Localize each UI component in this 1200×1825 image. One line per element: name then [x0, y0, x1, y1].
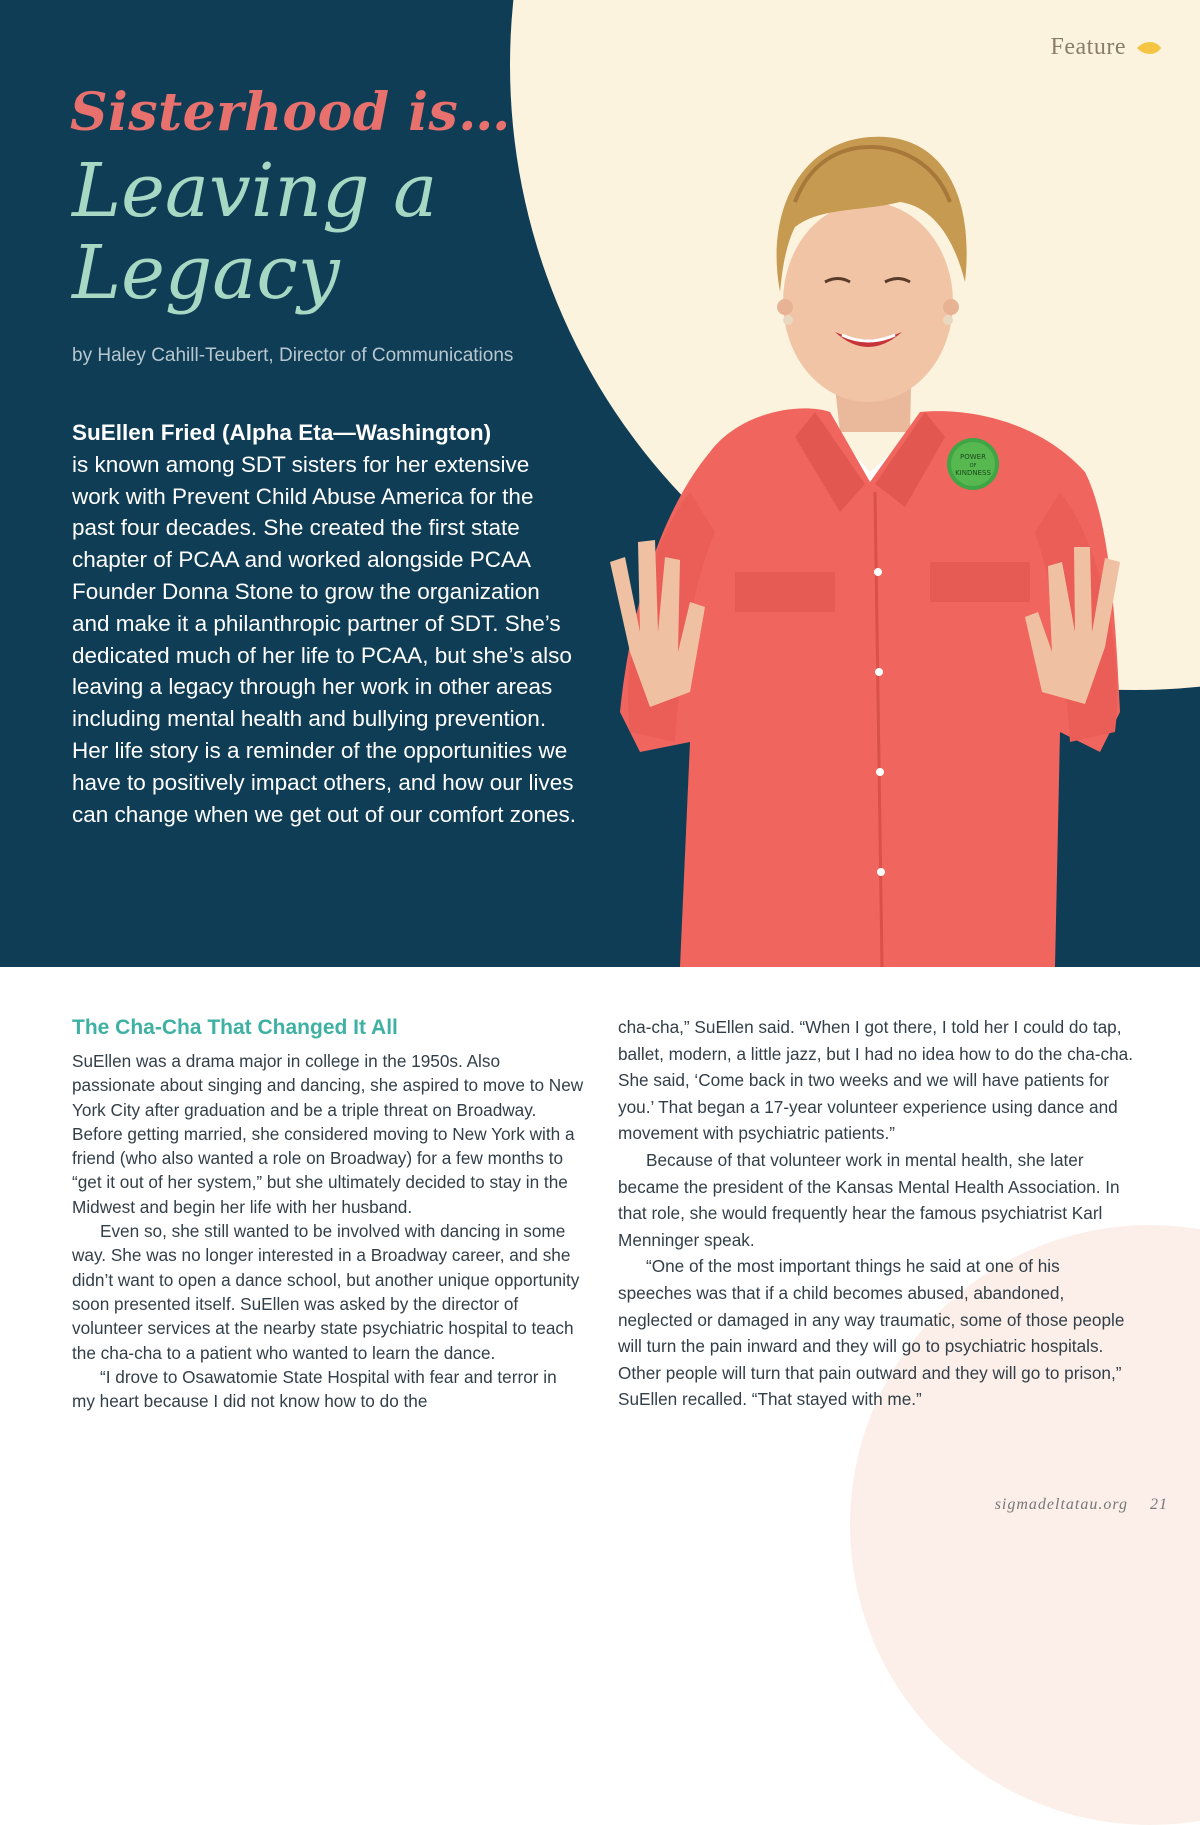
intro-paragraph	[72, 417, 577, 830]
leaf-icon	[1136, 40, 1162, 56]
portrait-photo	[540, 92, 1180, 967]
article-paragraph: “I drove to Osawatomie State Hospital with fear and terror in my heart because I did not know how to do the	[72, 1366, 557, 1412]
page-footer	[995, 1496, 1168, 1514]
article-paragraph: SuEllen was a drama major in college in the 1950s. Also passionate about singing and dancing, she aspired to move to New York City after graduation and be a triple threat on Broadway. Before getting married, she considered moving to New York with a friend (who also wanted a role on Broadway) for a few months to “get it out of her system,” but she ultimately decided to stay in the Midwest and begin her life with her husband.	[72, 1051, 584, 1217]
article-paragraph: cha-cha,” SuEllen said. “When I got there, I told her I could do tap, ballet, modern, a little jazz, but I had no idea how to do the cha-cha. She said, ‘Come back in two weeks and we will have patients for you.’ That began a 17-year volunteer experience using dance and movement with psychiatric patients.”	[618, 1017, 1133, 1144]
title-line-2: Leaving a Legacy	[72, 148, 438, 316]
section-heading: The Cha-Cha That Changed It All	[72, 1016, 398, 1039]
svg-text:OF: OF	[969, 463, 977, 469]
byline: by Haley Cahill-Teubert, Director of Communications	[72, 345, 514, 366]
article-column-left	[72, 1013, 584, 1413]
svg-text:KINDNESS: KINDNESS	[955, 469, 991, 477]
article-paragraph: Even so, she still wanted to be involved with dancing in some way. She was no longer interested in a Broadway career, and she didn’t want to open a dance school, but another unique opportunity soon presented itself. SuEllen was asked by the director of volunteer services at the nearby state psychiatric hospital to teach the cha-cha to a patient who wanted to learn the dance.	[72, 1221, 580, 1363]
title-line-1: Sisterhood is…	[70, 82, 511, 143]
section-label: Feature	[1050, 34, 1126, 60]
footer-site: sigmadeltatau.org	[994, 1496, 1128, 1513]
article-paragraph: Because of that volunteer work in mental health, she later became the president of the Kansas Mental Health Association. In that role, she would frequently hear the famous psychiatrist Karl Menninger speak.	[618, 1149, 1120, 1250]
svg-text:POWER: POWER	[960, 453, 986, 461]
article-column-right	[618, 1014, 1133, 1413]
intro-lead: SuEllen Fried (Alpha Eta—Washington)	[72, 420, 492, 445]
article-paragraph: “One of the most important things he said at one of his speeches was that if a child becomes abused, abandoned, neglected or damaged in any way traumatic, some of those people will turn the pain inward and they will go to psychiatric hospitals. Other people will turn that pain outward and they will go to prison,” SuEllen recalled. “That stayed with me.”	[618, 1256, 1125, 1410]
page-number: 21	[1150, 1496, 1168, 1513]
intro-body: is known among SDT sisters for her extensive work with Prevent Child Abuse America for the past four decades. She created the first state chapter of PCAA and worked alongside PCAA Founder Donna Stone to grow the organization and make it a philanthropic partner of SDT. She’s dedicated much of her life to PCAA, but she’s also leaving a legacy through her work in other areas including mental health and bullying prevention. Her life story is a reminder of the opportunities we have to positively impact others, and how our lives can change when we get out of our comfort zones.	[72, 451, 577, 827]
feature-tag	[1051, 34, 1162, 61]
